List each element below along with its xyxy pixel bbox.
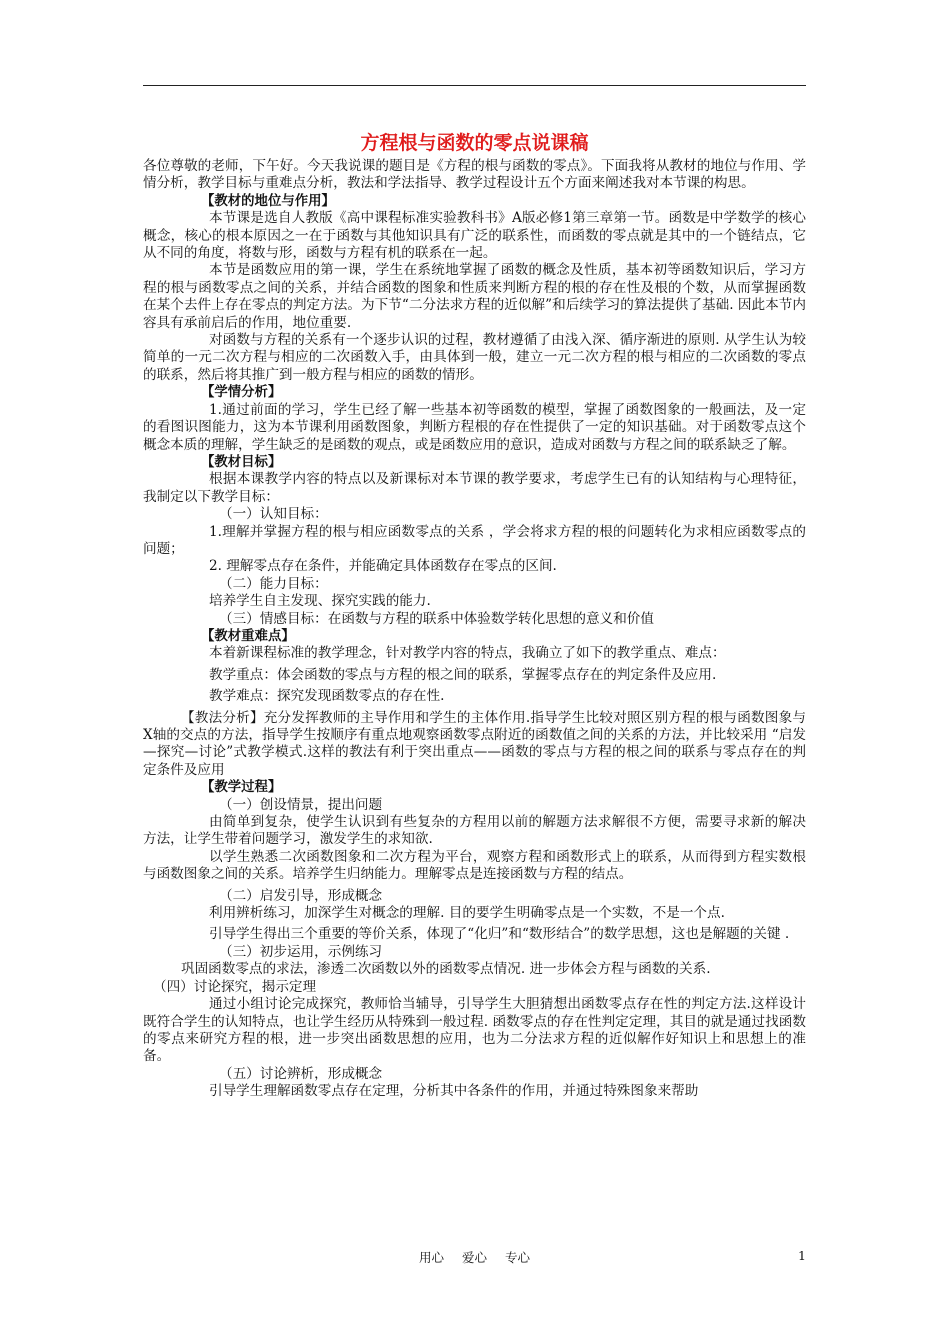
header-rule [143,85,806,86]
paragraph: 教学重点：体会函数的零点与方程的根之间的联系，掌握零点存在的判定条件及应用. [209,666,717,683]
page-footer [143,1248,806,1268]
paragraph: 1.通过前面的学习，学生已经了解一些基本初等函数的模型，掌握了函数图象的一般画法，及一定的看图识图能力，这为本节课利用函数图象，判断方程根的存在性提供了一定的知识基础。对于函数零点这个概念本质的理解，学生缺乏的是函数的观点，或是函数应用的意识，造成对函数与方程之间的联系缺乏了解。 [143,401,806,453]
paragraph: 1.理解并掌握方程的根与相应函数零点的关系 ，学会将求方程的根的问题转化为求相应函数零点的问题； [143,523,806,557]
subheading: （三）情感目标：在函数与方程的联系中体验数学转化思想的意义和价值 [219,610,654,627]
subheading: （一）认知目标： [219,506,328,523]
paragraph: 巩固函数零点的求法，渗透二次函数以外的函数零点情况. 进一步体会方程与函数的关系. [181,961,711,978]
paragraph: 本着新课程标准的教学理念，针对教学内容的特点，我确立了如下的教学重点、难点： [209,645,726,662]
subheading: （四）讨论探究，揭示定理 [153,978,317,995]
paragraph: 通过小组讨论完成探究，教师恰当辅导，引导学生大胆猜想出函数零点存在性的判定方法.这样设计既符合学生的认知特点，也让学生经历从特殊到一般过程. 函数零点的存在性判定定理，其目的就是通过找函数的零点来研究方程的根，进一步突出函数思想的应用，也为二分法求方程的近似解作好知识上和思想上的准备。 [143,996,806,1065]
subheading: （三）初步运用，示例练习 [219,943,383,960]
paragraph: 利用辨析练习，加深学生对概念的理解. 目的要学生明确零点是一个实数，不是一个点. [209,905,725,922]
paragraph: 培养学生自主发现、探究实践的能力. [209,593,431,610]
document-body [143,130,806,1101]
paragraph: 以学生熟悉二次函数图象和二次方程为平台，观察方程和函数形式上的联系，从而得到方程实数根与函数图象之间的关系。培养学生归纳能力。理解零点是连接函数与方程的结点。 [143,848,806,883]
paragraph: 教学难点：探究发现函数零点的存在性. [209,688,445,705]
subheading: （二）能力目标： [219,575,328,592]
document-title: 方程根与函数的零点说课稿 [360,132,589,154]
intro-paragraph: 各位尊敬的老师，下午好。今天我说课的题目是《方程的根与函数的零点》。下面我将从教材的地位与作用、学情分析，教学目标与重难点分析，教法和学法指导、教学过程设计五个方面来阐述我对本节课的构思。 [143,158,806,192]
section-heading-role: 【教材的地位与作用】 [201,193,335,209]
paragraph: 根据本课教学内容的特点以及新课标对本节课的教学要求，考虑学生已有的认知结构与心理特征，我制定以下教学目标： [143,471,806,505]
section-heading-key-points: 【教材重难点】 [201,628,295,644]
paragraph: 对函数与方程的关系有一个逐步认识的过程，教材遵循了由浅入深、循序渐进的原则. 从学生认为较简单的一元二次方程与相应的二次函数入手，由具体到一般，建立一元二次方程的根与相应的二次函数的零点的联系，然后将其推广到一般方程与相应的函数的情形。 [143,332,806,383]
subheading: （五）讨论辨析，形成概念 [219,1065,383,1082]
paragraph: 引导学生理解函数零点存在定理，分析其中各条件的作用，并通过特殊图象来帮助 [209,1083,699,1100]
paragraph: 引导学生得出三个重要的等价关系，体现了“化归”和“数形结合”的数学思想，这也是解题的关键 . [209,926,790,943]
paragraph: 由简单到复杂，使学生认识到有些复杂的方程用以前的解题方法求解很不方便，需要寻求新的解决方法，让学生带着问题学习，激发学生的求知欲. [143,814,806,848]
paragraph-teaching-method: 【教法分析】充分发挥教师的主导作用和学生的主体作用.指导学生比较对照区别方程的根与函数图象与X轴的交点的方法，指导学生按顺序有重点地观察函数零点附近的函数值之间的关系的方法，并比较采用 “启发—探究—讨论”式教学模式.这样的教法有利于突出重点——函数的零点与方程的根之间的联系与零点存在的判定条件及应用 [143,709,806,778]
footer-motto: 用心 爱心 专心 [419,1250,530,1265]
section-heading-goals: 【教材目标】 [201,454,282,470]
page-number: 1 [798,1248,806,1263]
paragraph: 2. 理解零点存在条件，并能确定具体函数存在零点的区间. [209,558,557,575]
subheading: （一）创设情景，提出问题 [219,796,383,813]
section-heading-process: 【教学过程】 [201,780,282,796]
subheading: （二）启发引导，形成概念 [219,887,383,904]
paragraph: 本节课是选自人教版《高中课程标准实验教科书》A版必修1第三章第一节。函数是中学数学的核心概念，核心的根本原因之一在于函数与其他知识具有广泛的联系性，而函数的零点就是其中的一个链结点，它从不同的角度，将数与形，函数与方程有机的联系在一起。 [143,210,806,262]
paragraph: 本节是函数应用的第一课，学生在系统地掌握了函数的概念及性质，基本初等函数知识后，学习方程的根与函数零点之间的关系，并结合函数的图象和性质来判断方程的根的存在性及根的个数，从而掌握函数在某个去件上存在零点的判定方法。为下节“二分法求方程的近似解”和后续学习的算法提供了基础. 因此本节内容具有承前启后的作用，地位重要. [143,262,806,331]
section-heading-students: 【学情分析】 [201,385,282,401]
